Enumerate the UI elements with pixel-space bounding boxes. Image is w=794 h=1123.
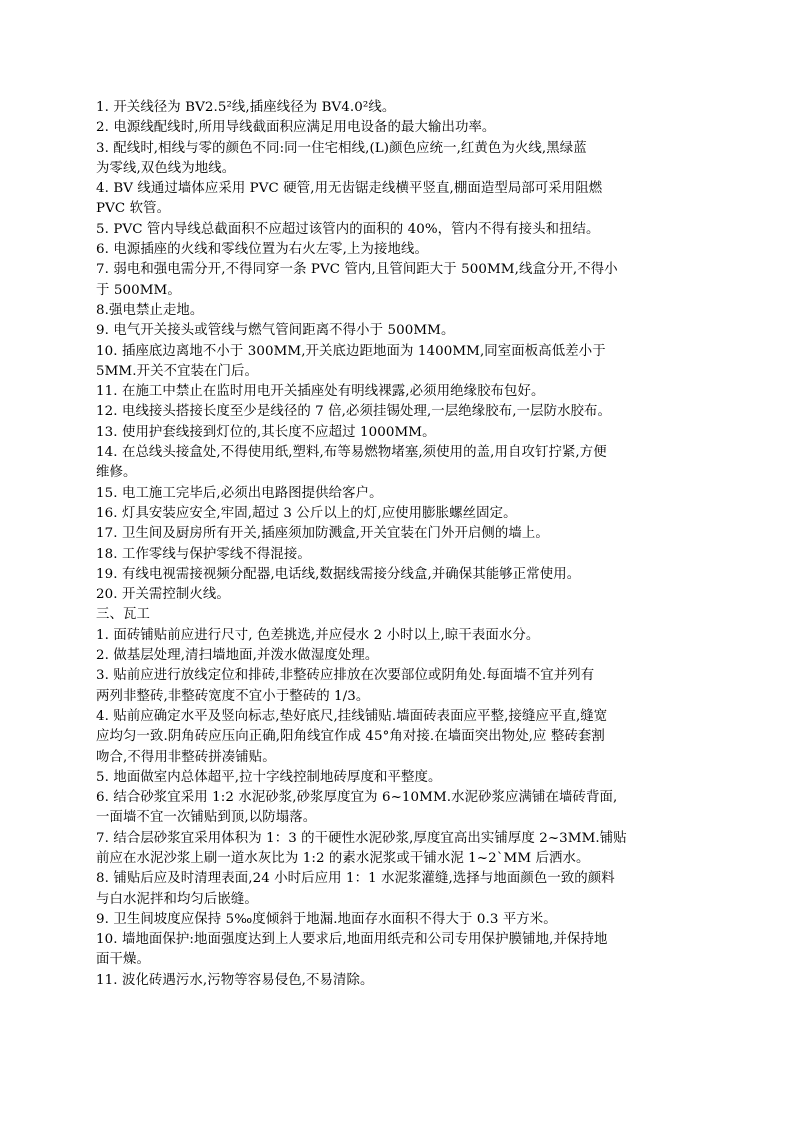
- text-line: 8. 铺贴后应及时清理表面,24 小时后应用 1：1 水泥浆灌缝,选择与地面颜色一致的颜料: [96, 871, 615, 887]
- text-line: 9. 电气开关接头或管线与燃气管间距离不得小于 500MM。: [96, 323, 455, 339]
- section-heading: 三、瓦工: [96, 607, 150, 623]
- text-line: 6. 结合砂浆宜采用 1:2 水泥砂浆,砂浆厚度宜为 6~10MM.水泥砂浆应满铺在墙砖背面,: [96, 790, 618, 806]
- text-line: 19. 有线电视需接视频分配器,电话线,数据线需接分线盒,并确保其能够正常使用。: [96, 566, 581, 582]
- text-line: 吻合,不得用非整砖拼凑铺贴。: [96, 749, 276, 765]
- text-line: 1. 面砖铺贴前应进行尺寸, 色差挑选,并应侵水 2 小时以上,晾干表面水分。: [96, 627, 540, 643]
- text-line: 8.强电禁止走地。: [96, 302, 204, 318]
- document-body: [96, 98, 700, 991]
- text-line: 两列非整砖,非整砖宽度不宜小于整砖的 1/3。: [96, 688, 370, 704]
- text-line: 17. 卫生间及厨房所有开关,插座须加防溅盒,开关宜装在门外开启侧的墙上。: [96, 526, 549, 542]
- text-line: 18. 工作零线与保护零线不得混接。: [96, 546, 311, 562]
- text-line: 1. 开关线径为 BV2.5²线,插座线径为 BV4.0²线。: [96, 100, 396, 115]
- text-line: 10. 插座底边离地不小于 300MM,开关底边距地面为 1400MM,同室面板高低差小于: [96, 343, 606, 359]
- text-line: 20. 开关需控制火线。: [96, 587, 230, 603]
- text-line: 10. 墙地面保护:地面强度达到上人要求后,地面用纸壳和公司专用保护膜铺地,并保持地: [96, 932, 608, 948]
- text-line: 前应在水泥沙浆上刷一道水灰比为 1:2 的素水泥浆或干铺水泥 1~2`MM 后洒水。: [96, 850, 590, 866]
- text-line: 5MM.开关不宜装在门后。: [96, 363, 259, 379]
- text-line: 3. 配线时,相线与零的颜色不同:同一住宅相线,(L)颜色应统一,红黄色为火线,黑绿蓝: [96, 140, 587, 156]
- text-line: 与白水泥拌和均匀后嵌缝。: [96, 891, 258, 907]
- text-line: 2. 电源线配线时,所用导线截面积应满足用电设备的最大输出功率。: [96, 120, 496, 136]
- text-line: 4. BV 线通过墙体应采用 PVC 硬管,用无齿锯走线横平竖直,棚面造型局部可采用阻燃: [96, 181, 603, 197]
- text-line: 面干燥。: [96, 952, 150, 968]
- text-line: 为零线,双色线为地线。: [96, 160, 236, 176]
- text-line: 应均匀一致.阴角砖应压向正确,阳角线宜作成 45°角对接.在墙面突出物处,应 整砖套割: [96, 729, 605, 745]
- text-line: 4. 贴前应确定水平及竖向标志,垫好底尺,挂线铺贴.墙面砖表面应平整,接缝应平直,缝宽: [96, 708, 608, 724]
- text-line: 16. 灯具安装应安全,牢固,超过 3 公斤以上的灯,应使用膨胀螺丝固定。: [96, 505, 517, 521]
- text-line: 11. 在施工中禁止在监时用电开关插座处有明线裸露,必须用绝缘胶布包好。: [96, 384, 545, 400]
- text-line: 3. 贴前应进行放线定位和排砖,非整砖应排放在次要部位或阴角处.每面墙不宜并列有: [96, 668, 595, 684]
- text-line: 5. 地面做室内总体超平,拉十字线控制地砖厚度和平整度。: [96, 769, 442, 785]
- text-line: 2. 做基层处理,清扫墙地面,并泼水做湿度处理。: [96, 648, 379, 664]
- text-line: 5. PVC 管内导线总截面积不应超过该管内的面积的 40%，管内不得有接头和扭结。: [96, 221, 600, 237]
- text-line: 14. 在总线头接盒处,不得使用纸,塑料,布等易燃物堵塞,须使用的盖,用自攻钉拧紧,方便: [96, 445, 607, 461]
- text-line: 15. 电工施工完毕后,必须出电路图提供给客户。: [96, 485, 383, 501]
- text-line: 维修。: [96, 465, 137, 481]
- text-line: 于 500MM。: [96, 282, 181, 298]
- text-line: 6. 电源插座的火线和零线位置为右火左零,上为接地线。: [96, 242, 428, 258]
- text-line: 9. 卫生间坡度应保持 5‰度倾斜于地漏.地面存水面积不得大于 0.3 平方米。: [96, 911, 557, 927]
- text-line: 一面墙不宜一次铺贴到顶,以防塌落。: [96, 810, 317, 826]
- text-line: 13. 使用护套线接到灯位的,其长度不应超过 1000MM。: [96, 424, 436, 440]
- text-line: PVC 软管。: [96, 201, 171, 217]
- text-line: 12. 电线接头搭接长度至少是线径的 7 倍,必须挂锡处理,一层绝缘胶布,一层防水胶布。: [96, 404, 612, 420]
- text-line: 11. 波化砖遇污水,污物等容易侵色,不易清除。: [96, 972, 374, 988]
- text-line: 7. 弱电和强电需分开,不得同穿一条 PVC 管内,且管间距大于 500MM,线盒分开,不得小: [96, 262, 618, 278]
- text-line: 7. 结合层砂浆宜采用体积为 1：3 的干硬性水泥砂浆,厚度宜高出实铺厚度 2~3MM.铺贴: [96, 830, 627, 846]
